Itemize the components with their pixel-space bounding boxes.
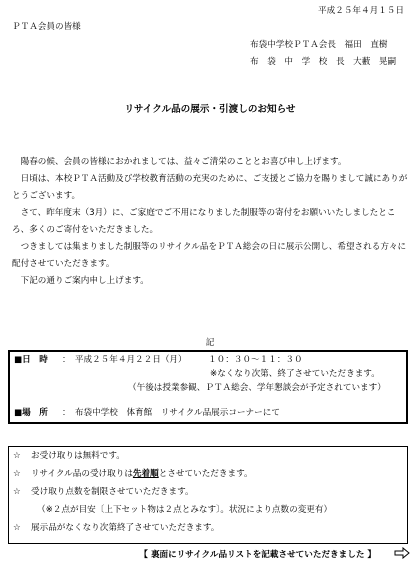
first-come-emphasis: 先着順 bbox=[132, 469, 159, 479]
notes-box bbox=[8, 446, 408, 544]
greeting-paragraph: 陽春の候、会員の皆様におかれましては、益々ご清栄のこととお喜び申し上げます。 bbox=[20, 157, 347, 167]
place-label: ■場 所 bbox=[14, 408, 48, 418]
place-value: ： 布袋中学校 体育館 リサイクル品展示コーナーにて bbox=[62, 408, 280, 418]
note-item: ☆ 展示品がなくなり次第終了させていただきます。 bbox=[13, 523, 220, 533]
note-sub-item: （※２点が目安〔上下セット物は２点とみなす〕。状況により点数の変更有） bbox=[37, 505, 333, 515]
star-icon: ☆ bbox=[13, 469, 21, 479]
date-note-afternoon: （午後は授業参観、ＰＴＡ総会、学年懇談会が予定されています） bbox=[128, 383, 386, 393]
ki-heading: 記 bbox=[205, 338, 215, 348]
arrow-right-outline-icon bbox=[394, 547, 410, 564]
document-title: リサイクル品の展示・引渡しのお知らせ bbox=[124, 104, 296, 115]
star-icon: ☆ bbox=[13, 523, 21, 533]
star-icon: ☆ bbox=[13, 451, 21, 461]
date-label: ■日 時 bbox=[14, 355, 48, 365]
note-item: ☆ リサイクル品の受け取りは先着順とさせていただきます。 bbox=[13, 469, 253, 479]
closing-paragraph: 下記の通りご案内申し上げます。 bbox=[20, 276, 149, 286]
exhibition-paragraph: つきましては集まりました制服等のリサイクル品をＰＴＡ総会の日に展示公開し、希望される方々に配付させていただきます。 bbox=[12, 242, 407, 269]
addressee: ＰＴＡ会員の皆様 bbox=[12, 22, 81, 32]
date-value: ： 平成２５年４月２２日（月） １０：３０～１１：３０ bbox=[62, 355, 303, 365]
body-text bbox=[12, 154, 408, 290]
document-date: 平成２５年４月１５日 bbox=[318, 6, 404, 16]
sender-principal: 布 袋 中 学 校 長 大藪 晃嗣 bbox=[250, 57, 397, 67]
date-note-sellout: ※なくなり次第、終了させていただきます。 bbox=[210, 369, 380, 379]
note-item: ☆ 受け取り点数を制限させていただきます。 bbox=[13, 487, 194, 497]
details-box bbox=[8, 350, 408, 424]
footer-note: 【 裏面にリサイクル品リストを記載させていただきました 】 bbox=[139, 550, 376, 560]
note-item: ☆ お受け取りは無料です。 bbox=[13, 451, 125, 461]
sender-pta-president: 布袋中学校ＰＴＡ会長 福田 直樹 bbox=[250, 40, 388, 50]
donation-paragraph: さて、昨年度末（3月）に、ご家庭でご不用になりました制服等の寄付をお願いいたしましたところ、多くのご寄付をいただきました。 bbox=[12, 208, 396, 235]
thanks-paragraph: 日頃は、本校ＰＴＡ活動及び学校教育活動の充実のために、ご支援とご協力を賜りまして誠にありがとうございます。 bbox=[12, 174, 408, 201]
star-icon: ☆ bbox=[13, 487, 21, 497]
